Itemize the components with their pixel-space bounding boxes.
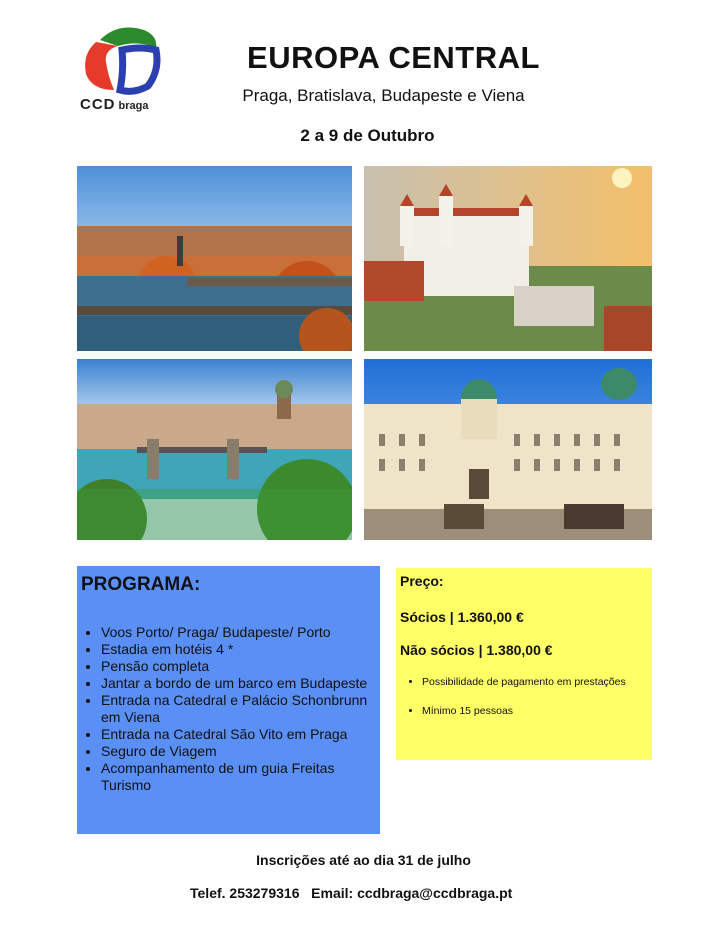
photo-praga	[77, 166, 352, 351]
preco-label: Preço:	[400, 573, 444, 589]
preco-notes	[400, 676, 652, 734]
list-item: • Voos Porto/ Praga/ Budapeste/ Porto	[101, 624, 386, 641]
list-item: • Entrada na Catedral São Vito em Praga	[101, 726, 386, 743]
list-item: • Acompanhamento de um guia Freitas Turismo	[101, 760, 386, 794]
list-item: • Estadia em hotéis 4 *	[101, 641, 386, 658]
preco-socios: Sócios | 1.360,00 €	[400, 609, 524, 625]
page-title: EUROPA CENTRAL	[247, 40, 540, 75]
photo-viena	[364, 359, 652, 540]
inscricoes-deadline: Inscrições até ao dia 31 de julho	[256, 852, 471, 868]
list-item: • Jantar a bordo de um barco em Budapeste	[101, 675, 386, 692]
programa-box	[77, 566, 380, 834]
trip-dates: 2 a 9 de Outubro	[300, 126, 435, 145]
list-item: • Entrada na Catedral e Palácio Schonbrunn em Viena	[101, 692, 386, 726]
programa-heading: PROGRAMA:	[81, 574, 201, 595]
list-item: • Possibilidade de pagamento em prestações	[422, 676, 652, 688]
contact-info: Telef. 253279316 Email: ccdbraga@ccdbraga.pt	[190, 885, 513, 901]
page-subtitle: Praga, Bratislava, Budapeste e Viena	[242, 86, 525, 105]
photo-bratislava	[364, 166, 652, 351]
logo-text: CCD braga	[80, 96, 149, 113]
list-item: • Seguro de Viagem	[101, 743, 386, 760]
list-item: • Mínimo 15 pessoas	[422, 705, 652, 717]
photo-budapeste	[77, 359, 352, 540]
list-item: • Pensão completa	[101, 658, 386, 675]
preco-box	[396, 568, 652, 760]
programa-list	[83, 624, 386, 794]
preco-nao-socios: Não sócios | 1.380,00 €	[400, 642, 553, 658]
